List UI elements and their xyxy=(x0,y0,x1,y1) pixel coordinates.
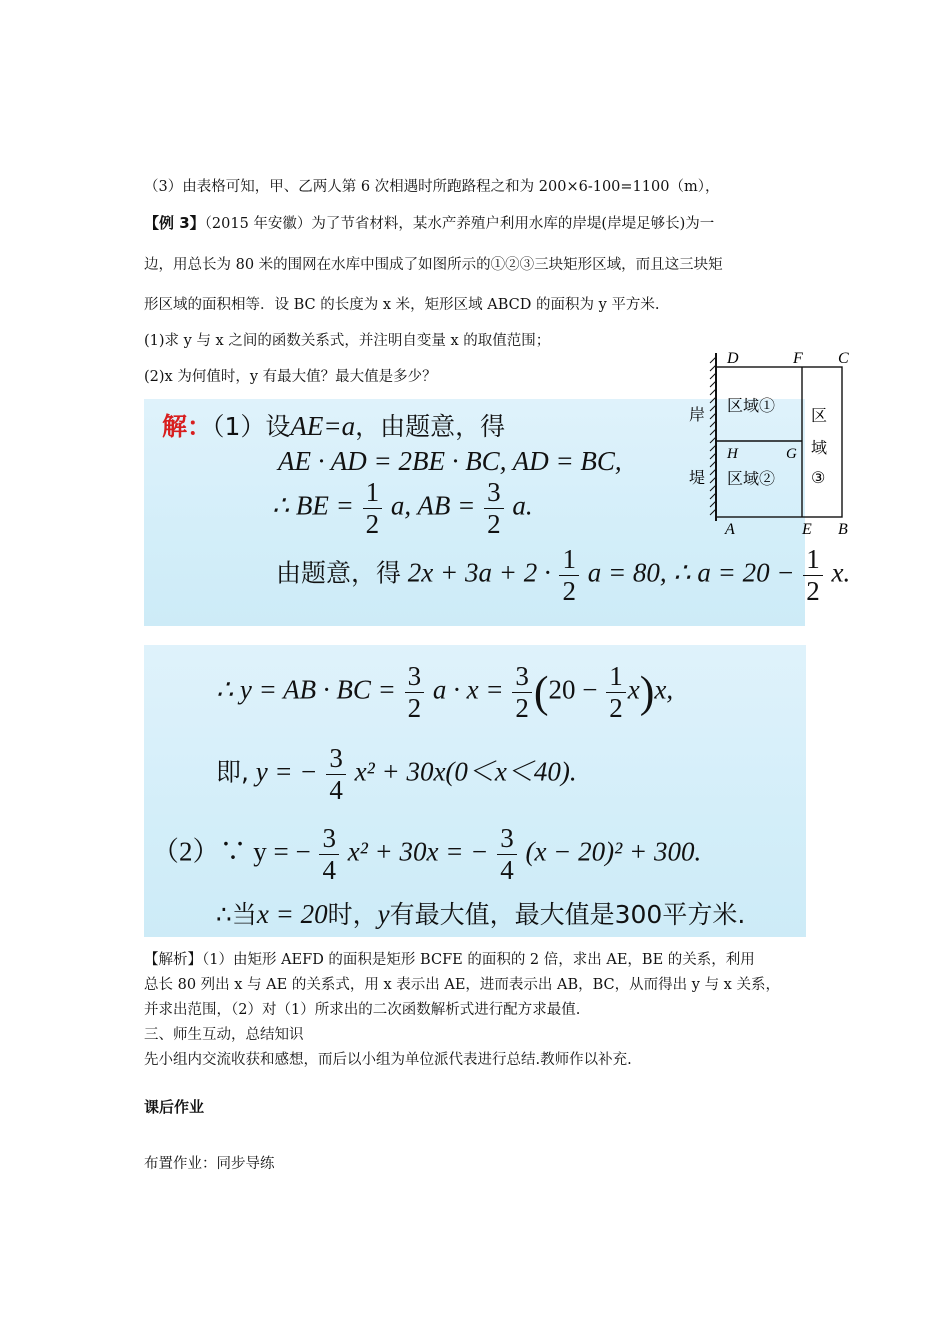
solution-heading-line: 解：（1）设AE=a，由题意，得 xyxy=(162,411,506,441)
example-heading: 【例 3】 xyxy=(144,214,205,232)
question-2: (2)x 为何值时，y 有最大值？最大值是多少？ xyxy=(144,369,437,385)
homework-title: 课后作业 xyxy=(144,1098,205,1116)
label-d: D xyxy=(727,350,739,367)
label-b: B xyxy=(838,521,848,538)
label-e: E xyxy=(802,521,812,538)
equation-perimeter: 由题意，得 2x + 3a + 2 · $\frac{1}{2}$ a = 80, ∴ a = 20 − $\frac{1}{2}$ x. xyxy=(276,544,851,606)
maximum-conclusion: ∴当x = 20时，y有最大值，最大值是300平方米. xyxy=(216,899,746,929)
region-2-label: 区域② xyxy=(727,471,776,488)
label-c: C xyxy=(838,350,849,367)
equation-area-relation: AE · AD = 2BE · BC, AD = BC, xyxy=(278,446,622,476)
summary-text: 先小组内交流收获和感想，而后以小组为单位派代表进行总结.教师作以补充. xyxy=(144,1052,632,1068)
fraction-one-half: $\frac{1}{2}$ xyxy=(363,479,383,538)
fraction-three-halves: $\frac{3}{2}$ xyxy=(405,663,425,722)
bank-label-top: 岸 xyxy=(689,407,706,424)
solution-step-3: （3）由表格可知，甲、乙两人第 6 次相遇时所跑路程之和为 200×6-100=1100（m）， xyxy=(144,179,720,195)
equation-y-product: ∴ y = AB · BC = $\frac{3}{2}$ a · x = $\frac{3}{2}$ (20 − $\frac{1}{2}$ x)x, xyxy=(216,661,674,723)
bank-hatching xyxy=(710,353,716,521)
fraction-three-halves: $\frac{3}{2}$ xyxy=(512,663,532,722)
bank-label-bottom: 堤 xyxy=(689,470,706,487)
homework-text: 布置作业：同步导练 xyxy=(144,1156,275,1172)
equation-quadratic: 即, y = − $\frac{3}{4}$ x² + 30x(0＜x＜40). xyxy=(216,743,577,805)
fraction-one-half: $\frac{1}{2}$ xyxy=(606,663,626,722)
fraction-one-half: $\frac{1}{2}$ xyxy=(559,546,579,605)
region-3-label-c: ③ xyxy=(811,470,826,487)
section-heading-3: 三、师生互动，总结知识 xyxy=(144,1027,304,1043)
solution-panel-2 xyxy=(144,645,806,937)
example-line-1: 【例 3】（2015 年安徽）为了节省材料，某水产养殖户利用水库的岸堤(岸堤足够长)为一 xyxy=(144,214,715,232)
label-f: F xyxy=(793,350,803,367)
solution-label: 解： xyxy=(162,412,213,441)
analysis-line-2: 总长 80 列出 x 与 AE 的关系式，用 x 表示出 AE，进而表示出 AB，BC，从而得出 y 与 x 关系， xyxy=(144,977,780,993)
fraction-three-quarters: $\frac{3}{4}$ xyxy=(319,825,339,884)
region-diagram xyxy=(685,345,865,540)
region-1-label: 区域① xyxy=(727,398,776,415)
label-g: G xyxy=(786,446,797,462)
region-3-label-a: 区 xyxy=(811,408,828,425)
label-a: A xyxy=(725,521,735,538)
label-h: H xyxy=(727,446,738,462)
equation-vertex-form: （2）∵ y = − $\frac{3}{4}$ x² + 30x = − $\frac{3}{4}$ (x − 20)² + 300. xyxy=(152,823,702,885)
example-line-3: 形区域的面积相等．设 BC 的长度为 x 米，矩形区域 ABCD 的面积为 y 平方米. xyxy=(144,297,660,313)
example-line-2: 边，用总长为 80 米的围网在水库中围成了如图所示的①②③三块矩形区域，而且这三块矩 xyxy=(144,257,723,273)
question-1: (1)求 y 与 x 之间的函数关系式，并注明自变量 x 的取值范围； xyxy=(144,333,551,349)
region-3-label-b: 域 xyxy=(811,440,828,457)
analysis-line-3: 并求出范围，（2）对（1）所求出的二次函数解析式进行配方求最值. xyxy=(144,1002,581,1018)
fraction-three-halves: $\frac{3}{2}$ xyxy=(484,479,504,538)
fraction-three-quarters: $\frac{3}{4}$ xyxy=(326,745,346,804)
analysis-line-1: 【解析】（1）由矩形 AEFD 的面积是矩形 BCFE 的面积的 2 倍，求出 AE，BE 的关系，利用 xyxy=(144,952,755,968)
fraction-three-quarters: $\frac{3}{4}$ xyxy=(497,825,517,884)
equation-be-ab: ∴ BE = $\frac{1}{2}$ a, AB = $\frac{3}{2}$ a. xyxy=(272,477,533,539)
fraction-one-half: $\frac{1}{2}$ xyxy=(803,546,823,605)
